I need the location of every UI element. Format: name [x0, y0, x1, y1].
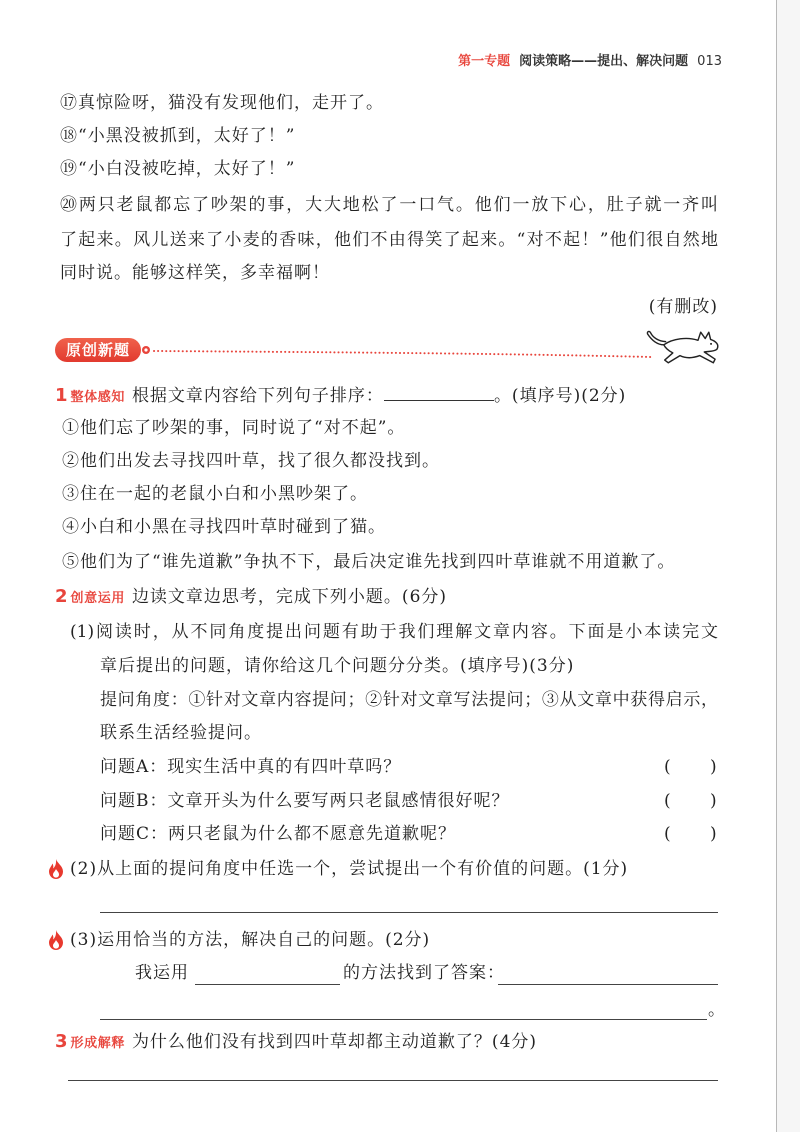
section-banner: 原创新题 [55, 338, 141, 362]
result-answer-blank [498, 961, 718, 985]
bracket-close: ) [710, 824, 717, 844]
flame-icon [48, 859, 64, 879]
bracket-open: ( [664, 824, 671, 844]
page-number: 013 [697, 54, 722, 69]
option-item: ①他们忘了吵架的事，同时说了“对不起”。 [62, 418, 406, 438]
scan-margin [777, 0, 800, 1132]
bracket-open: ( [664, 757, 671, 777]
question-3-answer-line [68, 1057, 718, 1081]
method-answer-blank [195, 961, 340, 985]
passage-line: ⑲“小白没被吃掉，太好了！” [60, 159, 296, 179]
option-item: ⑤他们为了“谁先道歉”争执不下，最后决定谁先找到四叶草谁就不用道歉了。 [62, 552, 676, 572]
answer-end: 。 [708, 1000, 725, 1020]
question-prompt: 为什么他们没有找到四叶草却都主动道歉了？(4分) [131, 1032, 538, 1052]
bracket-close: ) [710, 791, 717, 811]
passage-line: 了起来。风儿送来了小麦的香味，他们不由得笑了起来。“对不起！”他们很自然地 [60, 230, 718, 250]
bracket-open: ( [664, 791, 671, 811]
option-item: ③住在一起的老鼠小白和小黑吵架了。 [62, 484, 368, 504]
order-answer-blank [384, 380, 494, 401]
question-angles-line: 联系生活经验提问。 [100, 723, 262, 743]
scan-edge-line [776, 0, 777, 1132]
question-tag: 整体感知 [70, 390, 125, 405]
header-title: 阅读策略——提出、解决问题 [519, 54, 689, 69]
question-prompt: 边读文章边思考，完成下列小题。(6分) [131, 587, 448, 607]
subquestion-2-answer-line [100, 889, 718, 913]
question-tag: 创意运用 [70, 591, 125, 606]
question-number: 3 [55, 1031, 68, 1052]
classify-item-a: 问题A：现实生活中真的有四叶草吗？ [100, 757, 402, 777]
subquestion-2: (2)从上面的提问角度中任选一个，尝试提出一个有价值的问题。(1分) [70, 859, 629, 879]
question-number: 1 [55, 385, 68, 406]
question-number: 2 [55, 586, 68, 607]
question-tag: 形成解释 [70, 1036, 125, 1051]
passage-line: ⑳两只老鼠都忘了吵架的事，大大地松了一口气。他们一放下心，肚子就一齐叫 [60, 195, 718, 215]
passage-line: 同时说。能够这样笑，多幸福啊！ [60, 263, 330, 283]
question-prompt: 根据文章内容给下列句子排序： [131, 386, 384, 406]
question-2 [55, 585, 447, 611]
source-note: (有删改) [648, 297, 718, 317]
question-3 [55, 1030, 537, 1056]
banner-dot [142, 346, 150, 354]
classify-item-b: 问题B：文章开头为什么要写两只老鼠感情很好呢？ [100, 791, 510, 811]
question-1 [55, 380, 626, 410]
question-suffix: 。(填序号)(2分) [493, 386, 627, 406]
dotted-divider [154, 351, 652, 357]
banner-decoration [0, 315, 800, 385]
header-section: 第一专题 [458, 54, 511, 69]
flame-icon [48, 930, 64, 950]
running-cat-icon [647, 331, 717, 362]
option-item: ④小白和小黑在寻找四叶草时碰到了猫。 [62, 517, 386, 537]
passage-line: ⑰真惊险呀，猫没有发现他们，走开了。 [60, 93, 384, 113]
subquestion-3: (3)运用恰当的方法，解决自己的问题。(2分) [70, 930, 431, 950]
subquestion-1-line: (1)阅读时，从不同角度提出问题有助于我们理解文章内容。下面是小本读完文 [70, 622, 718, 642]
result-answer-line [100, 1019, 707, 1020]
passage-line: ⑱“小黑没被抓到，太好了！” [60, 126, 296, 146]
question-angles-line: 提问角度：①针对文章内容提问；②针对文章写法提问；③从文章中获得启示， [100, 690, 718, 710]
answer-middle: 的方法找到了答案： [343, 963, 505, 983]
running-header [458, 53, 722, 71]
option-item: ②他们出发去寻找四叶草，找了很久都没找到。 [62, 451, 440, 471]
bracket-close: ) [710, 757, 717, 777]
subquestion-1-line: 章后提出的问题，请你给这几个问题分分类。(填序号)(3分) [100, 656, 575, 676]
classify-item-c: 问题C：两只老鼠为什么都不愿意先道歉呢？ [100, 824, 457, 844]
answer-prefix: 我运用 [135, 963, 189, 983]
